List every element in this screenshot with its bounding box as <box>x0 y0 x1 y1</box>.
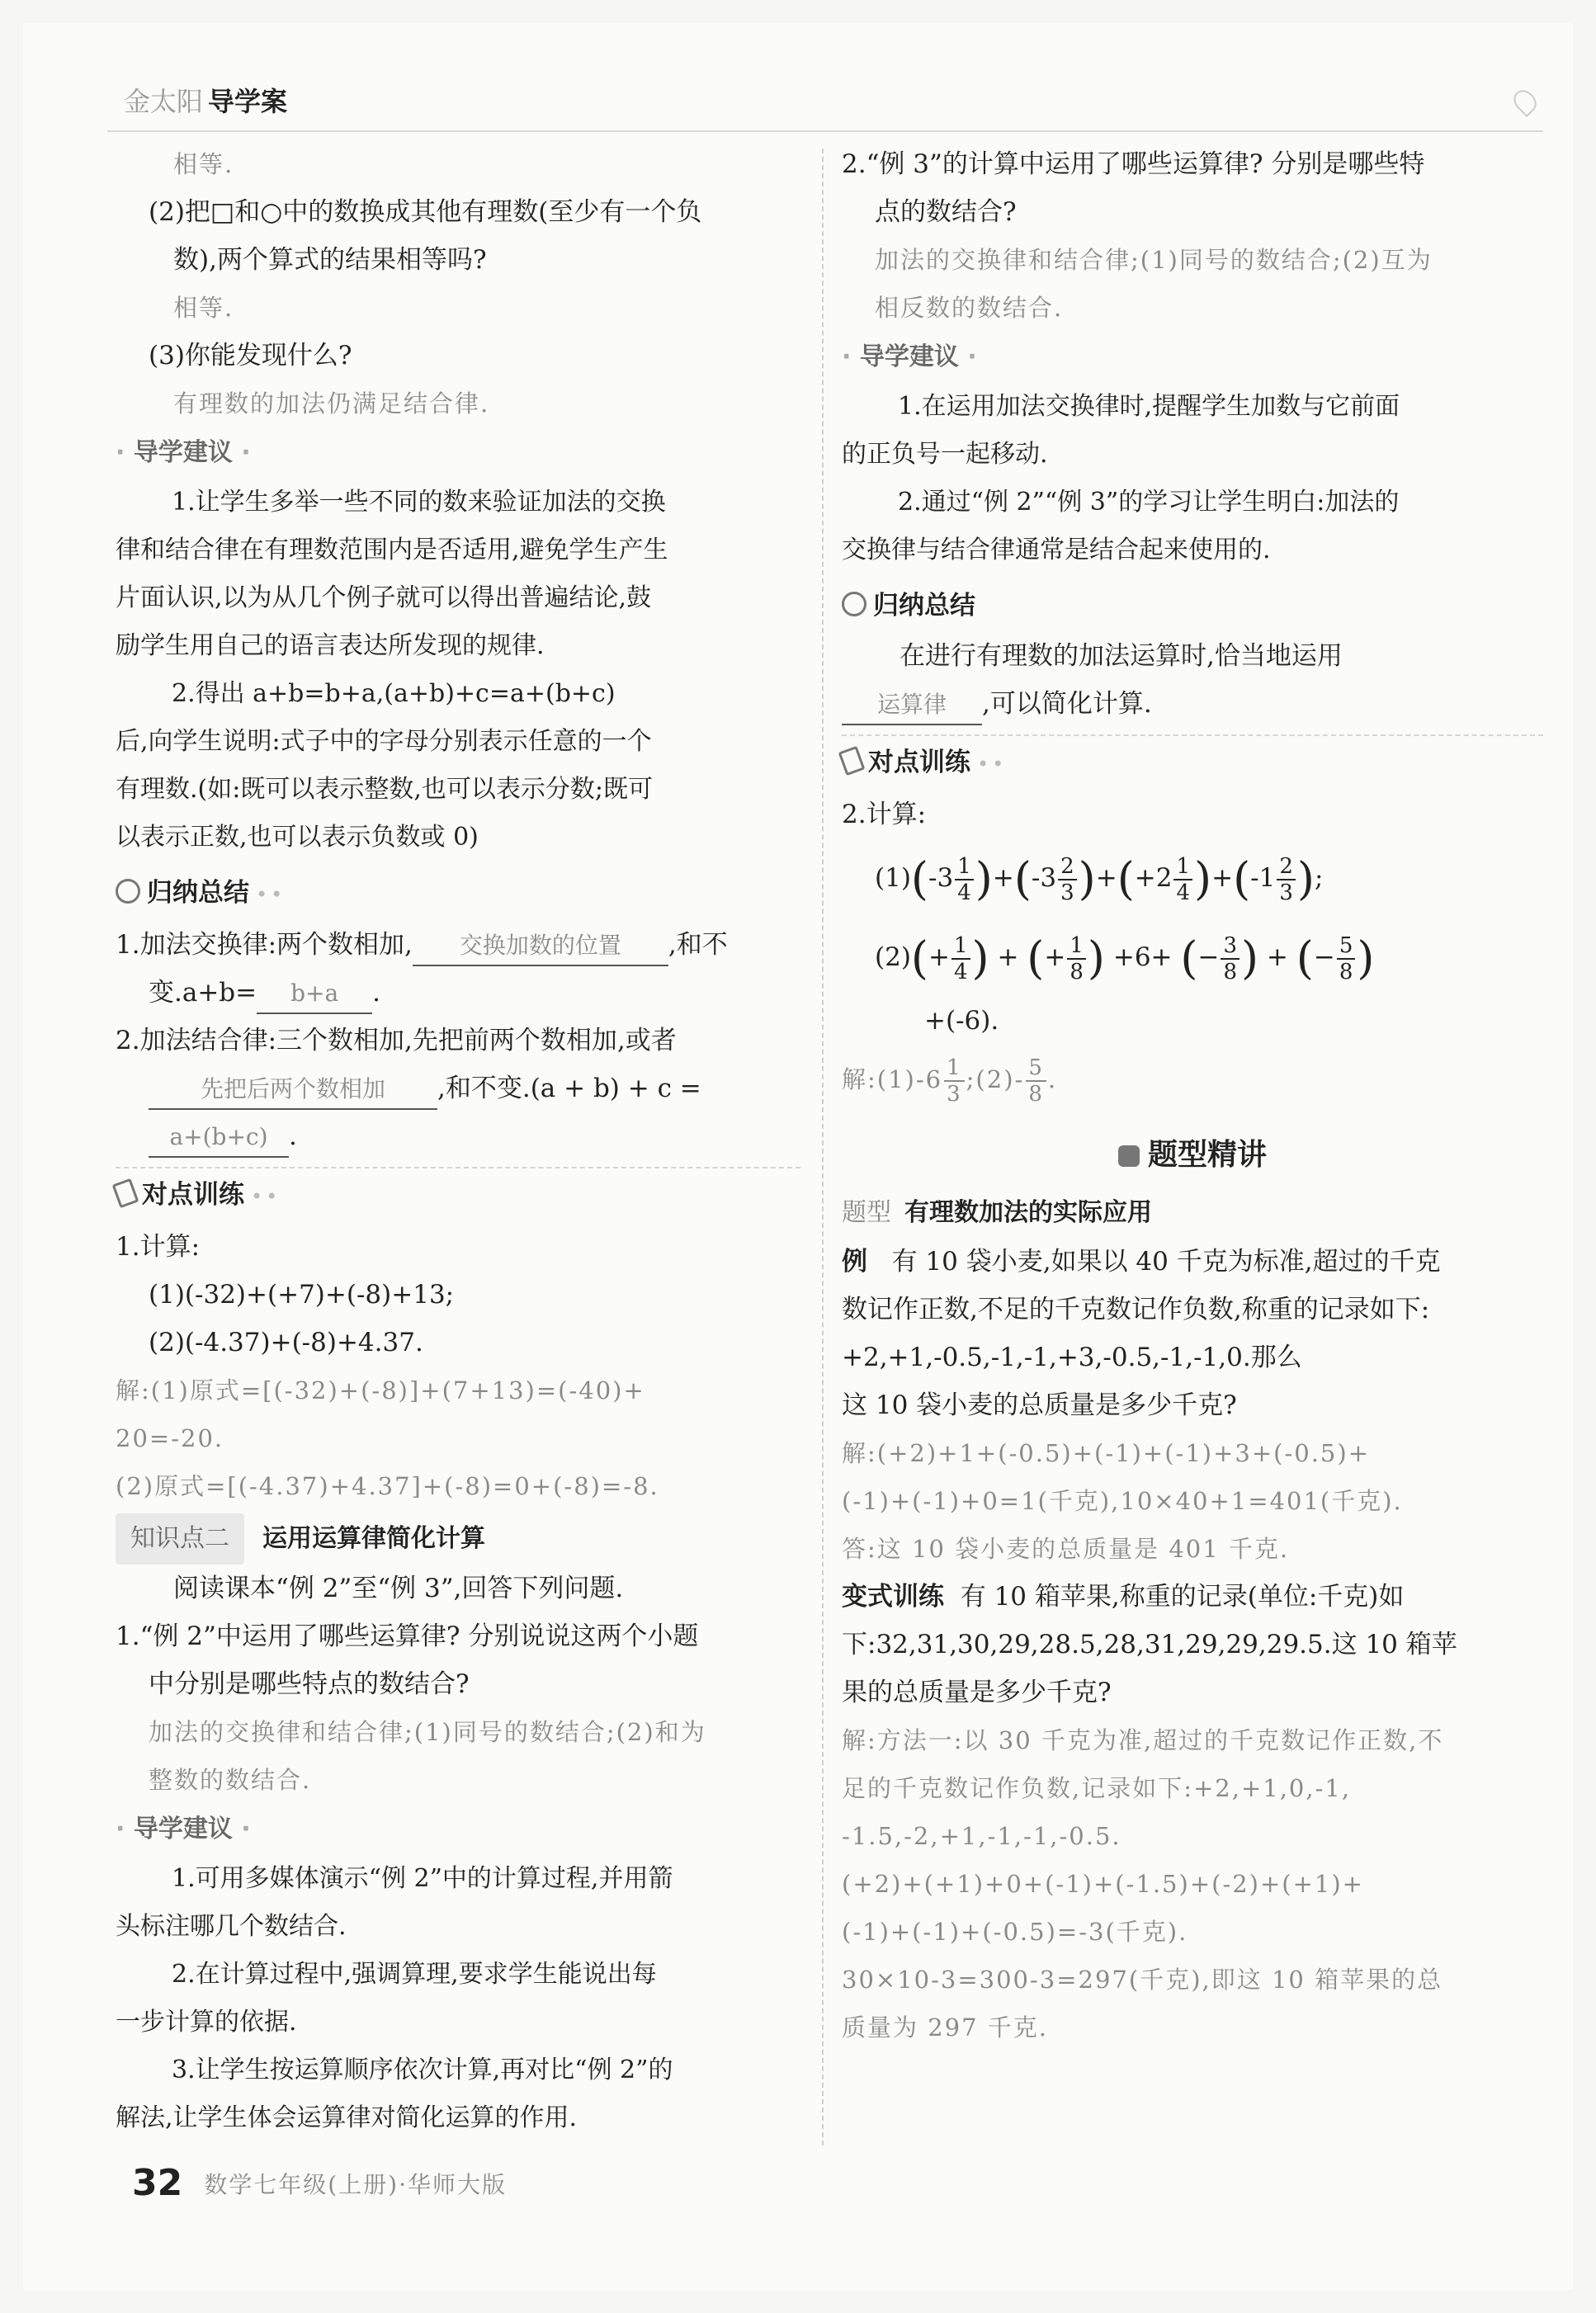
numerator: 1 <box>1067 933 1086 960</box>
solution-text: 30×10-3=300-3=297(千克),即这 10 箱苹果的总 <box>842 1966 1443 1994</box>
solution-text: 解:方法一:以 30 千克为准,超过的千克数记作正数,不 <box>842 1726 1444 1754</box>
summary-line <box>116 921 800 969</box>
expression-1: (1)(-3 $\frac{1}{4}$ )+(-3 $\frac{2}{3}$ )+(+2 $\frac{1}{4}$ )+(-1 $\frac{2}{3}$ ); <box>875 852 1324 905</box>
guide-text: 的正负号一起移动. <box>842 440 1048 469</box>
question-text: 2.“例 3”的计算中运用了哪些运算律? 分别是哪些特 <box>842 149 1425 179</box>
answer-text: 相反数的数结合. <box>875 294 1064 322</box>
exercise-prompt: 1.计算: <box>116 1232 201 1262</box>
solution-text: 20=-20. <box>116 1424 224 1452</box>
text: 有 10 箱苹果,称重的记录(单位:千克)如 <box>960 1582 1405 1612</box>
column-divider <box>822 149 824 2145</box>
guide-text: 2.得出 a+b=b+a,(a+b)+c=a+(b+c) <box>172 679 616 708</box>
fill-blank: 先把后两个数相加 <box>149 1070 437 1110</box>
text: . <box>372 978 380 1008</box>
summary-title: 归纳总结 <box>147 878 249 908</box>
fraction <box>951 933 970 984</box>
guide-text: 1.可用多媒体演示“例 2”中的计算过程,并用箭 <box>172 1864 673 1893</box>
guide-text: 1.在运用加法交换律时,提醒学生加数与它前面 <box>898 392 1400 421</box>
topic-section-heading <box>842 1122 1543 1188</box>
fraction <box>1173 854 1192 905</box>
topic-section-title: 题型精讲 <box>1147 1138 1267 1172</box>
page-number: 32 <box>132 2162 183 2204</box>
guide-text: 后,向学生说明:式子中的字母分别表示任意的一个 <box>116 727 652 756</box>
book-title: 数学七年级(上册)·华师大版 <box>204 2170 507 2198</box>
practice-title: 对点训练 <box>868 748 970 777</box>
guide-text: 一步计算的依据. <box>116 2008 297 2037</box>
text: ;(2)- <box>966 1065 1025 1093</box>
topic-label: 题型 <box>842 1198 891 1227</box>
guide-text: 2.在计算过程中,强调算理,要求学生能说出每 <box>172 1960 657 1989</box>
practice-heading: 对点训练 •• <box>116 1167 800 1223</box>
practice-heading: 对点训练 •• <box>842 734 1543 791</box>
numerator: 1 <box>944 1055 965 1082</box>
mixed-whole: +2 <box>1134 863 1173 893</box>
page-footer <box>132 2162 507 2204</box>
practice-title: 对点训练 <box>142 1180 244 1210</box>
solution-text: (-1)+(-1)+0=1(千克),10×40+1=401(千克). <box>842 1487 1403 1515</box>
guide-title: 导学建议 <box>133 438 233 467</box>
question-text: 1.“例 2”中运用了哪些运算律? 分别说说这两个小题 <box>116 1621 699 1651</box>
exercise-prompt: 2.计算: <box>842 800 927 829</box>
variant-text <box>842 1573 1543 1621</box>
question-text: (3)你能发现什么? <box>149 341 352 371</box>
fraction <box>1221 933 1239 984</box>
summary-line <box>116 1112 800 1160</box>
summary-line <box>842 680 1543 728</box>
solution-text: (2)原式=[(-4.37)+4.37]+(-8)=0+(-8)=-8. <box>116 1472 659 1500</box>
guide-text: 有理数.(如:既可以表示整数,也可以表示分数;既可 <box>116 775 653 804</box>
guide-text: 2.通过“例 2”“例 3”的学习让学生明白:加法的 <box>898 488 1400 517</box>
solution-text: (-1)+(-1)+(-0.5)=-3(千克). <box>842 1918 1188 1946</box>
topic-heading <box>842 1188 1543 1238</box>
text: ,和不变.(a + b) + c = <box>437 1074 701 1103</box>
series-name: 导学案 <box>208 86 288 117</box>
numerator: 5 <box>1026 1055 1046 1082</box>
guide-text: 片面认识,以为从几个例子就可以得出普遍结论,鼓 <box>116 583 652 612</box>
variant-text: 果的总质量是多少千克? <box>842 1678 1112 1707</box>
page-header <box>107 73 1543 132</box>
left-column <box>116 140 800 2142</box>
guide-text: 1.让学生多举一些不同的数来验证加法的交换 <box>172 488 666 517</box>
text: 1.加法交换律:两个数相加, <box>116 930 413 960</box>
text: 解:(1)-6 <box>842 1065 943 1093</box>
example-text: +2,+1,-0.5,-1,-1,+3,-0.5,-1,-1,0.那么 <box>842 1343 1302 1372</box>
guide-heading: · 导学建议 · <box>116 1815 251 1843</box>
pen-icon <box>112 1178 139 1208</box>
denominator: 4 <box>953 959 968 984</box>
example-text: 这 10 袋小麦的总质量是多少千克? <box>842 1390 1237 1420</box>
question-text: 点的数结合? <box>875 197 1017 227</box>
answer-text: 加法的交换律和结合律;(1)同号的数结合;(2)和为 <box>149 1718 706 1746</box>
text: ,和不 <box>668 930 728 960</box>
fraction <box>1026 1055 1046 1107</box>
book-icon <box>1118 1145 1140 1167</box>
fill-blank: 运算律 <box>842 686 982 725</box>
pen-icon <box>838 746 866 776</box>
guide-title: 导学建议 <box>133 1815 233 1843</box>
summary-heading: 归纳总结 •• <box>116 866 800 921</box>
numerator: 1 <box>1173 854 1192 880</box>
text: 变.a+b= <box>149 978 257 1008</box>
variant-label: 变式训练 <box>842 1582 944 1612</box>
fill-blank: 交换加数的位置 <box>413 927 668 966</box>
numerator: 3 <box>1221 933 1239 960</box>
knowledge-point-title: 运用运算律简化计算 <box>262 1524 485 1553</box>
expression-tail: +(-6). <box>924 1006 999 1036</box>
guide-text: 以表示正数,也可以表示负数或 0) <box>116 823 479 852</box>
fraction <box>1337 933 1356 984</box>
example-text <box>842 1238 1543 1286</box>
pencil-icon <box>842 592 866 616</box>
solution-text: 解:(1)原式=[(-32)+(-8)]+(7+13)=(-40)+ <box>116 1376 645 1404</box>
solution-text: 答:这 10 袋小麦的总质量是 401 千克. <box>842 1535 1290 1563</box>
fill-blank: b+a <box>257 975 372 1014</box>
question-text: 数),两个算式的结果相等吗? <box>173 245 487 275</box>
guide-text: 律和结合律在有理数范围内是否适用,避免学生产生 <box>116 536 668 564</box>
mixed-whole: -1 <box>1250 863 1276 893</box>
guide-text: 交换律与结合律通常是结合起来使用的. <box>842 536 1271 564</box>
solution-text: 解:(1)-6 $\frac{1}{3}$ ;(2)- $\frac{5}{8}$ . <box>842 1055 1058 1107</box>
brand-logo <box>124 81 287 119</box>
fraction <box>1277 854 1296 905</box>
denominator: 3 <box>1060 880 1074 905</box>
topic-title: 有理数加法的实际应用 <box>904 1198 1152 1227</box>
answer-text: 相等. <box>173 150 234 178</box>
numerator: 2 <box>1058 854 1077 880</box>
example-text: 数记作正数,不足的千克数记作负数,称重的记录如下: <box>842 1295 1430 1324</box>
text: . <box>289 1121 297 1151</box>
location-pin-icon <box>1509 86 1541 117</box>
numerator: 1 <box>955 854 974 880</box>
pencil-icon <box>116 879 140 904</box>
solution-text: 质量为 297 千克. <box>842 2013 1049 2042</box>
knowledge-point-heading <box>116 1513 800 1565</box>
denominator: 8 <box>1339 959 1353 984</box>
denominator: 4 <box>1176 880 1191 905</box>
summary-line: 在进行有理数的加法运算时,恰当地运用 <box>900 641 1343 671</box>
summary-heading <box>842 579 1543 632</box>
denominator: 8 <box>1070 959 1084 984</box>
text: ,可以简化计算. <box>982 689 1152 719</box>
fill-blank: a+(b+c) <box>149 1118 289 1158</box>
solution-text: 足的千克数记作负数,记录如下:+2,+1,0,-1, <box>842 1774 1352 1802</box>
guide-heading: · 导学建议 · <box>116 438 251 467</box>
question-text: (2)把□和○中的数换成其他有理数(至少有一个负 <box>149 197 702 227</box>
variant-text: 下:32,31,30,29,28.5,28,31,29,29,29.5.这 10 箱苹 <box>842 1630 1457 1659</box>
answer-text: 整数的数结合. <box>149 1766 312 1794</box>
answer-text: 加法的交换律和结合律;(1)同号的数结合;(2)互为 <box>875 246 1433 274</box>
mixed-whole: -3 <box>928 863 954 893</box>
guide-text: 3.让学生按运算顺序依次计算,再对比“例 2”的 <box>172 2056 673 2084</box>
numerator: 1 <box>951 933 970 960</box>
summary-line <box>116 969 800 1017</box>
exercise-item: (1)(-32)+(+7)+(-8)+13; <box>149 1280 455 1310</box>
mixed-whole: -3 <box>1031 863 1057 893</box>
fraction <box>955 854 974 905</box>
guide-heading: · 导学建议 · <box>842 342 977 371</box>
item-label: (2) <box>875 942 911 972</box>
exercise-item: (2)(-4.37)+(-8)+4.37. <box>149 1328 423 1357</box>
question-text: 中分别是哪些特点的数结合? <box>149 1669 470 1699</box>
summary-line <box>116 1064 800 1112</box>
summary-line: 2.加法结合律:三个数相加,先把前两个数相加,或者 <box>116 1026 677 1055</box>
solution-text: -1.5,-2,+1,-1,-1,-0.5. <box>842 1822 1121 1850</box>
fraction <box>1067 933 1086 984</box>
numerator: 2 <box>1277 854 1296 880</box>
fraction <box>944 1055 965 1107</box>
instruction-text: 阅读课本“例 2”至“例 3”,回答下列问题. <box>173 1574 624 1603</box>
answer-text: 相等. <box>173 294 234 322</box>
operator-text: +6+ <box>1112 942 1173 972</box>
item-label: (1) <box>875 863 911 893</box>
denominator: 4 <box>957 880 971 905</box>
expression-2: (2)(+ $\frac{1}{4}$ ) + (+ $\frac{1}{8}$ ) +6+ (− $\frac{3}{8}$ ) + (− $\frac{5}{8}$ ) <box>875 932 1375 984</box>
brand-name: 金太阳 <box>124 86 204 117</box>
fraction <box>1058 854 1077 905</box>
guide-title: 导学建议 <box>859 342 959 371</box>
guide-text: 励学生用自己的语言表达所发现的规律. <box>116 631 545 660</box>
right-column <box>842 140 1543 2051</box>
denominator: 3 <box>1279 880 1293 905</box>
text: 有 10 袋小麦,如果以 40 千克为标准,超过的千克 <box>891 1247 1441 1277</box>
denominator: 3 <box>947 1082 962 1107</box>
summary-title: 归纳总结 <box>873 591 975 621</box>
knowledge-point-tag: 知识点二 <box>116 1513 244 1565</box>
answer-text: 有理数的加法仍满足结合律. <box>173 389 490 418</box>
denominator: 8 <box>1028 1082 1044 1107</box>
solution-text: (+2)+(+1)+0+(-1)+(-1.5)+(-2)+(+1)+ <box>842 1870 1364 1898</box>
example-label: 例 <box>842 1247 867 1277</box>
solution-text: 解:(+2)+1+(-0.5)+(-1)+(-1)+3+(-0.5)+ <box>842 1439 1370 1467</box>
denominator: 8 <box>1223 959 1237 984</box>
guide-text: 头标注哪几个数结合. <box>116 1912 347 1941</box>
numerator: 5 <box>1337 933 1356 960</box>
guide-text: 解法,让学生体会运算律对简化运算的作用. <box>116 2103 578 2132</box>
